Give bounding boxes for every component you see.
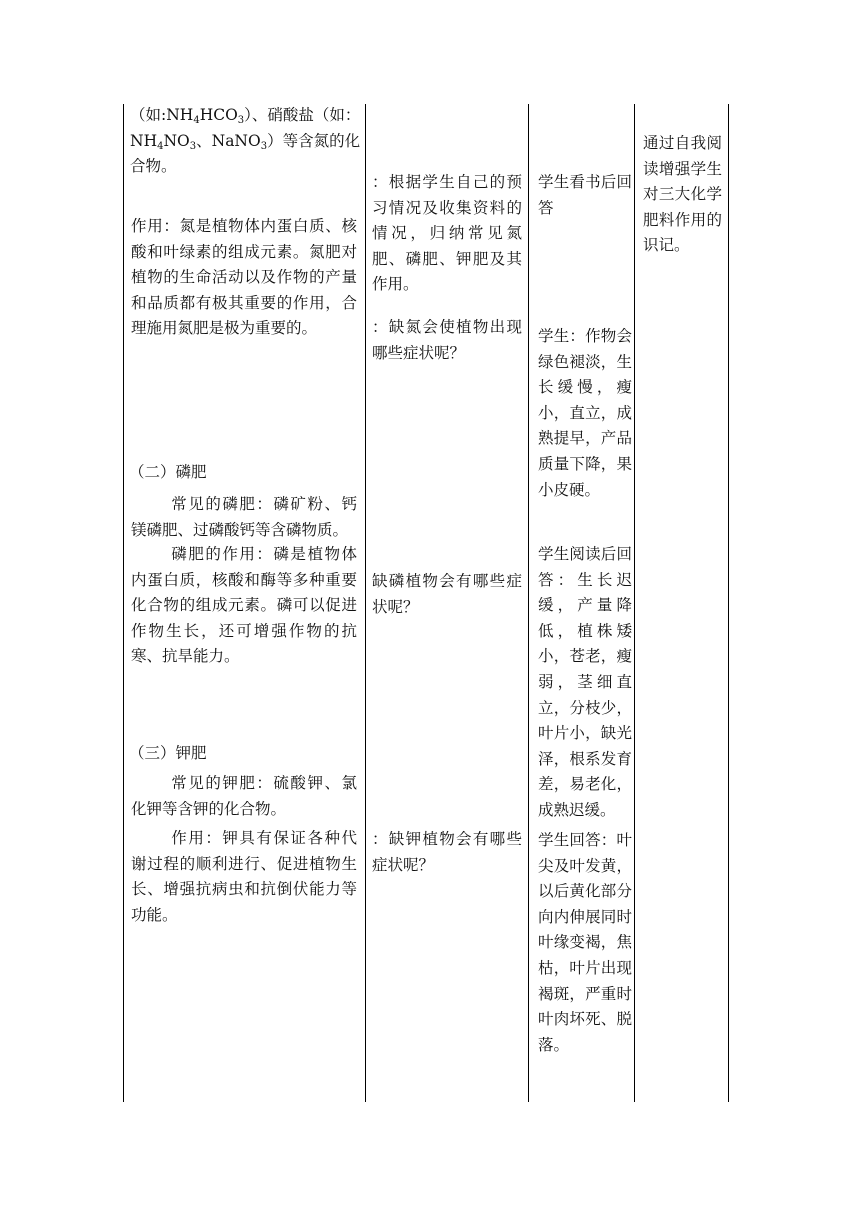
potassium-role-paragraph: 作用：钾具有保证各种代谢过程的顺利进行、促进植物生长、增强抗病虫和抗倒伏能力等功能。 bbox=[131, 829, 357, 924]
teacher-summary-instruction: ：根据学生自己的预习情况及收集资料的情况，归纳常见氮肥、磷肥、钾肥及其作用。 bbox=[372, 173, 522, 294]
phosphorus-common-paragraph: 常见的磷肥：磷矿粉、钙镁磷肥、过磷酸钙等含磷物质。 bbox=[131, 495, 357, 539]
phosphorus-heading: （二）磷肥 bbox=[129, 463, 207, 481]
table-border-left bbox=[123, 104, 124, 1102]
nitrogen-role-paragraph: 作用：氮是植物体内蛋白质、核酸和叶绿素的组成元素。氮肥对植物的生命活动以及作物的产量和品质都有极其重要的作用，合理施用氮肥是极为重要的。 bbox=[131, 217, 357, 338]
student-answer-potassium: 学生回答：叶尖及叶发黄，以后黄化部分向内伸展同时叶缘变褐，焦枯，叶片出现褐斑，严重时叶肉坏死、脱落。 bbox=[538, 831, 632, 1054]
student-answer-phosphorus: 学生阅读后回答：生长迟缓，产量降低，植株矮小，苍老，瘦弱，茎细直立，分枝少，叶片小，缺光泽，根系发育差，易老化，成熟迟缓。 bbox=[538, 545, 632, 819]
table-border-right bbox=[728, 104, 729, 1102]
teacher-question-phosphorus: 缺磷植物会有哪些症状呢？ bbox=[372, 572, 522, 616]
teacher-question-nitrogen: ：缺氮会使植物出现哪些症状呢？ bbox=[372, 318, 522, 362]
potassium-common-paragraph: 常见的钾肥：硫酸钾、氯化钾等含钾的化合物。 bbox=[131, 774, 357, 818]
table-divider-3 bbox=[634, 104, 635, 1102]
table-divider-2 bbox=[528, 104, 529, 1102]
table-divider-1 bbox=[365, 104, 366, 1102]
design-purpose-text: 通过自我阅读增强学生对三大化学肥料作用的识记。 bbox=[643, 134, 722, 255]
teacher-question-potassium: ：缺钾植物会有哪些症状呢？ bbox=[372, 830, 522, 874]
phosphorus-role-paragraph: 磷肥的作用：磷是植物体内蛋白质，核酸和酶等多种重要化合物的组成元素。磷可以促进作物生长，还可增强作物的抗寒、抗旱能力。 bbox=[131, 545, 357, 666]
student-read-answer: 学生看书后回答 bbox=[538, 173, 632, 217]
student-answer-nitrogen: 学生：作物会绿色褪淡，生长缓慢，瘦小，直立，成熟提早，产品质量下降，果小皮硬。 bbox=[538, 327, 632, 499]
nitrogen-compounds-text: （如$:NH_4HCO_3$）、硝酸盐（如： $NH_4NO_3$、NaNO$_3$）等含氮的化合物。 bbox=[130, 106, 361, 176]
potassium-heading: （三）钾肥 bbox=[129, 744, 207, 762]
